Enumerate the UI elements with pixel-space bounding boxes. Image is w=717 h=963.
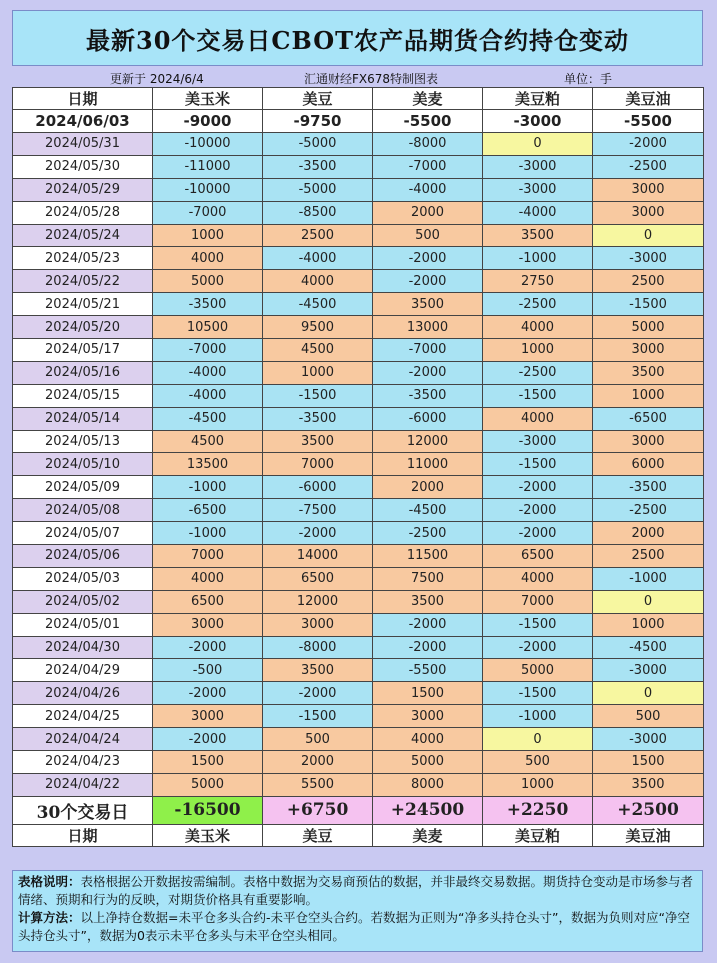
cell-value: -2000 <box>373 636 483 659</box>
cell-value: -1500 <box>263 705 373 728</box>
cell-value: 2750 <box>483 270 593 293</box>
cell-value: -6000 <box>373 407 483 430</box>
latest-value: -5500 <box>593 110 704 133</box>
summary-value: -16500 <box>153 796 263 824</box>
cell-value: 3000 <box>153 705 263 728</box>
summary-value: +2500 <box>593 796 704 824</box>
cell-value: -2000 <box>373 247 483 270</box>
cell-value: 4000 <box>263 270 373 293</box>
cell-value: -3500 <box>153 293 263 316</box>
cell-value: -6500 <box>153 499 263 522</box>
table-row <box>13 430 704 453</box>
cell-value: 1000 <box>153 224 263 247</box>
cell-value: 7500 <box>373 567 483 590</box>
cell-value: 2000 <box>593 522 704 545</box>
cell-value: 3500 <box>483 224 593 247</box>
cell-value: 4000 <box>483 316 593 339</box>
table-row <box>13 361 704 384</box>
cell-value: 13000 <box>373 316 483 339</box>
table-row <box>13 316 704 339</box>
cell-value: -11000 <box>153 155 263 178</box>
cell-value: 3500 <box>373 293 483 316</box>
latest-date: 2024/06/03 <box>13 110 153 133</box>
cell-value: -3000 <box>593 247 704 270</box>
cell-value: -4500 <box>373 499 483 522</box>
cell-value: -2000 <box>593 133 704 156</box>
cell-value: 12000 <box>263 590 373 613</box>
table-row <box>13 659 704 682</box>
cell-value: -2000 <box>483 522 593 545</box>
cell-value: 11000 <box>373 453 483 476</box>
cell-value: -2000 <box>263 522 373 545</box>
cell-value: 3000 <box>593 178 704 201</box>
cell-value: 7000 <box>483 590 593 613</box>
row-date: 2024/05/13 <box>13 430 153 453</box>
table-row <box>13 522 704 545</box>
notes-text: 表格根据公开数据按需编制。表格中数据为交易商预估的数据，并非最终交易数据。期货持仓变动是市场参与者情绪、预期和行为的反映，对期货价格具有重要影响。 <box>18 874 694 907</box>
cell-value: 500 <box>593 705 704 728</box>
cell-value: 6500 <box>263 567 373 590</box>
table-row <box>13 339 704 362</box>
latest-value: -9750 <box>263 110 373 133</box>
table-row <box>13 178 704 201</box>
cell-value: -1000 <box>483 705 593 728</box>
cell-value: 5000 <box>483 659 593 682</box>
cell-value: -2000 <box>373 361 483 384</box>
cell-value: -1500 <box>593 293 704 316</box>
cell-value: -7000 <box>373 155 483 178</box>
update-date: 更新于 2024/6/4 <box>110 72 204 86</box>
cell-value: 3000 <box>593 339 704 362</box>
cell-value: 4500 <box>263 339 373 362</box>
cell-value: -7000 <box>153 201 263 224</box>
cell-value: -4000 <box>483 201 593 224</box>
method-label: 计算方法： <box>18 910 81 925</box>
table-row <box>13 636 704 659</box>
cell-value: -2000 <box>373 270 483 293</box>
cell-value: -10000 <box>153 133 263 156</box>
cell-value: 5000 <box>373 751 483 774</box>
row-date: 2024/05/21 <box>13 293 153 316</box>
cell-value: -1000 <box>483 247 593 270</box>
table-row <box>13 728 704 751</box>
cell-value: 1000 <box>593 384 704 407</box>
cell-value: 3000 <box>373 705 483 728</box>
cell-value: 6500 <box>153 590 263 613</box>
row-date: 2024/04/30 <box>13 636 153 659</box>
cell-value: -4500 <box>593 636 704 659</box>
cell-value: -2000 <box>153 682 263 705</box>
cell-value: 6000 <box>593 453 704 476</box>
cell-value: -6000 <box>263 476 373 499</box>
cell-value: -8000 <box>263 636 373 659</box>
column-header: 美豆 <box>263 88 373 110</box>
cell-value: 500 <box>263 728 373 751</box>
positions-table <box>12 87 704 847</box>
cell-value: -3000 <box>483 155 593 178</box>
cell-value: -3000 <box>593 728 704 751</box>
cell-value: -1500 <box>483 384 593 407</box>
cell-value: 3500 <box>593 361 704 384</box>
column-footer: 美豆粕 <box>483 824 593 846</box>
cell-value: -5000 <box>263 178 373 201</box>
cell-value: 1000 <box>483 339 593 362</box>
cell-value: -8000 <box>373 133 483 156</box>
cell-value: -4000 <box>263 247 373 270</box>
column-header: 美玉米 <box>153 88 263 110</box>
row-date: 2024/05/07 <box>13 522 153 545</box>
cell-value: -2500 <box>593 155 704 178</box>
cell-value: 1000 <box>263 361 373 384</box>
cell-value: -2500 <box>373 522 483 545</box>
cell-value: 1500 <box>153 751 263 774</box>
cell-value: -2500 <box>483 361 593 384</box>
cell-value: -3500 <box>373 384 483 407</box>
table-row <box>13 751 704 774</box>
table-row <box>13 590 704 613</box>
cell-value: -1500 <box>483 453 593 476</box>
table-row <box>13 247 704 270</box>
cell-value: -3000 <box>483 178 593 201</box>
table-row <box>13 155 704 178</box>
unit-label: 单位：手 <box>564 72 613 86</box>
summary-value: +2250 <box>483 796 593 824</box>
cell-value: -1000 <box>153 476 263 499</box>
cell-value: -5500 <box>373 659 483 682</box>
row-date: 2024/05/31 <box>13 133 153 156</box>
summary-row <box>13 796 704 824</box>
notes-label: 表格说明： <box>18 874 81 889</box>
cell-value: -7000 <box>373 339 483 362</box>
summary-label: 30个交易日 <box>13 796 153 824</box>
cell-value: 12000 <box>373 430 483 453</box>
row-date: 2024/05/16 <box>13 361 153 384</box>
cell-value: 5000 <box>593 316 704 339</box>
cell-value: -1000 <box>593 567 704 590</box>
cell-value: -7000 <box>153 339 263 362</box>
cell-value: 6500 <box>483 545 593 568</box>
cell-value: 2000 <box>373 476 483 499</box>
cell-value: 9500 <box>263 316 373 339</box>
cell-value: 4000 <box>373 728 483 751</box>
table-row <box>13 682 704 705</box>
cell-value: 4500 <box>153 430 263 453</box>
cell-value: 8000 <box>373 773 483 796</box>
cell-value: -1500 <box>483 613 593 636</box>
table-row <box>13 613 704 636</box>
row-date: 2024/04/29 <box>13 659 153 682</box>
row-date: 2024/05/28 <box>13 201 153 224</box>
cell-value: 2500 <box>263 224 373 247</box>
column-footer: 美玉米 <box>153 824 263 846</box>
latest-value: -5500 <box>373 110 483 133</box>
subheader <box>12 69 703 87</box>
cell-value: -2500 <box>593 499 704 522</box>
table-row <box>13 499 704 522</box>
row-date: 2024/04/23 <box>13 751 153 774</box>
cell-value: 0 <box>483 728 593 751</box>
column-header: 美豆油 <box>593 88 704 110</box>
column-header: 日期 <box>13 88 153 110</box>
row-date: 2024/04/22 <box>13 773 153 796</box>
summary-value: +24500 <box>373 796 483 824</box>
cell-value: 2000 <box>263 751 373 774</box>
row-date: 2024/05/15 <box>13 384 153 407</box>
column-footer: 美麦 <box>373 824 483 846</box>
cell-value: -2000 <box>373 613 483 636</box>
row-date: 2024/05/01 <box>13 613 153 636</box>
header-row <box>13 88 704 110</box>
cell-value: 1500 <box>373 682 483 705</box>
cell-value: -1500 <box>263 384 373 407</box>
cell-value: 0 <box>593 224 704 247</box>
cell-value: 2500 <box>593 545 704 568</box>
cell-value: 2000 <box>373 201 483 224</box>
table-row <box>13 705 704 728</box>
cell-value: -3000 <box>483 430 593 453</box>
table-row <box>13 476 704 499</box>
column-header: 美豆粕 <box>483 88 593 110</box>
cell-value: -2000 <box>153 636 263 659</box>
cell-value: 5000 <box>153 270 263 293</box>
cell-value: -3500 <box>263 407 373 430</box>
cell-value: 3000 <box>593 430 704 453</box>
cell-value: 7000 <box>153 545 263 568</box>
cell-value: -1000 <box>153 522 263 545</box>
cell-value: 3500 <box>263 659 373 682</box>
cell-value: 3500 <box>263 430 373 453</box>
cell-value: 14000 <box>263 545 373 568</box>
cell-value: -2500 <box>483 293 593 316</box>
row-date: 2024/05/02 <box>13 590 153 613</box>
row-date: 2024/05/08 <box>13 499 153 522</box>
row-date: 2024/05/22 <box>13 270 153 293</box>
cell-value: 500 <box>373 224 483 247</box>
cell-value: 0 <box>593 590 704 613</box>
row-date: 2024/04/24 <box>13 728 153 751</box>
row-date: 2024/05/06 <box>13 545 153 568</box>
method-text: 以上净持仓数据=未平仓多头合约-未平仓空头合约。若数据为正则为“净多头持仓头寸”，数据为负则对应“净空头持仓头寸”，数据为0表示未平仓多头与未平仓空头相同。 <box>18 910 690 943</box>
row-date: 2024/05/10 <box>13 453 153 476</box>
cell-value: -4000 <box>153 361 263 384</box>
column-footer: 日期 <box>13 824 153 846</box>
row-date: 2024/05/29 <box>13 178 153 201</box>
cell-value: 3000 <box>263 613 373 636</box>
cell-value: 4000 <box>153 247 263 270</box>
source-label: 汇通财经FX678特制图表 <box>304 72 439 86</box>
notes-box <box>12 870 703 952</box>
column-footer: 美豆油 <box>593 824 704 846</box>
cell-value: -3500 <box>263 155 373 178</box>
row-date: 2024/05/17 <box>13 339 153 362</box>
table-row <box>13 545 704 568</box>
row-date: 2024/05/14 <box>13 407 153 430</box>
cell-value: -2000 <box>483 499 593 522</box>
row-date: 2024/05/24 <box>13 224 153 247</box>
table-row <box>13 270 704 293</box>
table-row <box>13 407 704 430</box>
cell-value: 4000 <box>483 567 593 590</box>
table-row <box>13 567 704 590</box>
latest-value: -3000 <box>483 110 593 133</box>
cell-value: 3000 <box>153 613 263 636</box>
cell-value: 3500 <box>373 590 483 613</box>
cell-value: -10000 <box>153 178 263 201</box>
cell-value: 4000 <box>483 407 593 430</box>
cell-value: -3000 <box>593 659 704 682</box>
summary-value: +6750 <box>263 796 373 824</box>
column-footer: 美豆 <box>263 824 373 846</box>
cell-value: -8500 <box>263 201 373 224</box>
cell-value: -6500 <box>593 407 704 430</box>
cell-value: -4000 <box>153 384 263 407</box>
cell-value: 1500 <box>593 751 704 774</box>
table-row <box>13 201 704 224</box>
cell-value: -2000 <box>153 728 263 751</box>
cell-value: 1000 <box>483 773 593 796</box>
row-date: 2024/04/26 <box>13 682 153 705</box>
cell-value: -7500 <box>263 499 373 522</box>
row-date: 2024/04/25 <box>13 705 153 728</box>
cell-value: -1500 <box>483 682 593 705</box>
row-date: 2024/05/30 <box>13 155 153 178</box>
cell-value: -2000 <box>483 636 593 659</box>
cell-value: -2000 <box>483 476 593 499</box>
cell-value: 3000 <box>593 201 704 224</box>
cell-value: 5500 <box>263 773 373 796</box>
table-row <box>13 293 704 316</box>
cell-value: 10500 <box>153 316 263 339</box>
cell-value: 0 <box>483 133 593 156</box>
row-date: 2024/05/23 <box>13 247 153 270</box>
footer-header-row <box>13 824 704 846</box>
table-row <box>13 773 704 796</box>
column-header: 美麦 <box>373 88 483 110</box>
cell-value: -3500 <box>593 476 704 499</box>
page-title: 最新30个交易日CBOT农产品期货合约持仓变动 <box>12 10 703 66</box>
row-date: 2024/05/20 <box>13 316 153 339</box>
row-date: 2024/05/09 <box>13 476 153 499</box>
row-date: 2024/05/03 <box>13 567 153 590</box>
cell-value: -500 <box>153 659 263 682</box>
cell-value: 3500 <box>593 773 704 796</box>
cell-value: -4000 <box>373 178 483 201</box>
cell-value: -5000 <box>263 133 373 156</box>
cell-value: -4500 <box>153 407 263 430</box>
cell-value: -4500 <box>263 293 373 316</box>
table-row <box>13 224 704 247</box>
cell-value: 2500 <box>593 270 704 293</box>
cell-value: 7000 <box>263 453 373 476</box>
cell-value: 500 <box>483 751 593 774</box>
latest-value: -9000 <box>153 110 263 133</box>
table-row <box>13 453 704 476</box>
table-row <box>13 384 704 407</box>
cell-value: 5000 <box>153 773 263 796</box>
cell-value: 1000 <box>593 613 704 636</box>
cell-value: 11500 <box>373 545 483 568</box>
table-row <box>13 133 704 156</box>
cell-value: 0 <box>593 682 704 705</box>
cell-value: 13500 <box>153 453 263 476</box>
cell-value: 4000 <box>153 567 263 590</box>
latest-row <box>13 110 704 133</box>
cell-value: -2000 <box>263 682 373 705</box>
